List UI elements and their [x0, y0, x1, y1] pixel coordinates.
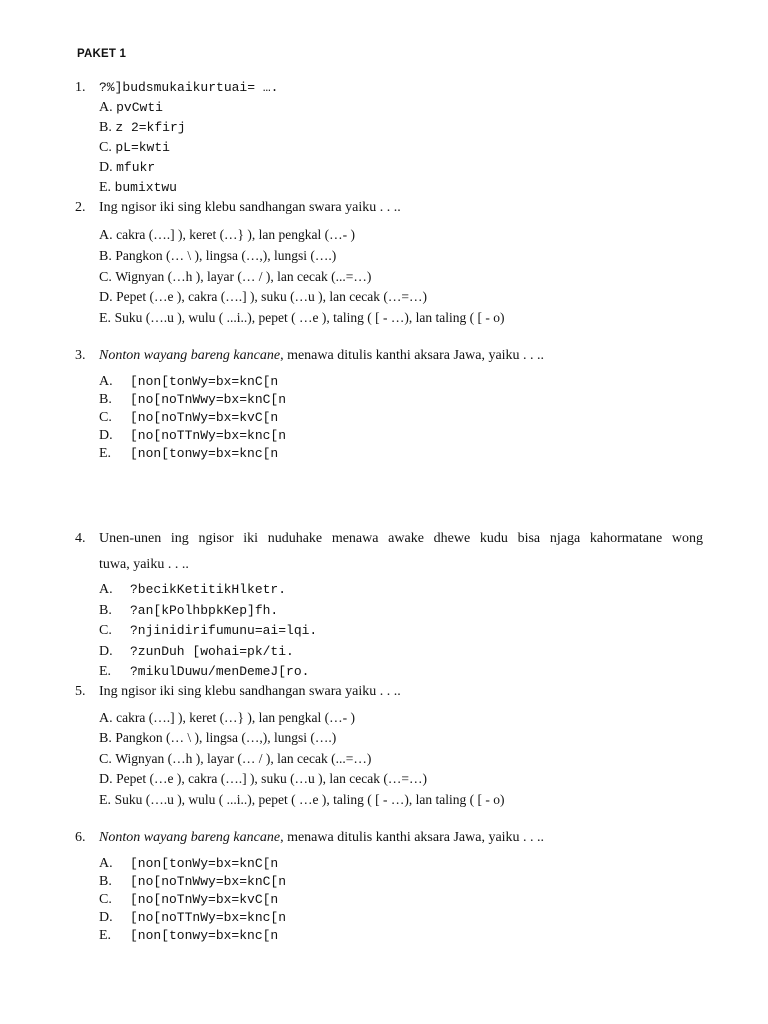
- q4-option-c: [99, 622, 317, 640]
- q1-option-d: [99, 159, 155, 177]
- option-letter: E.: [99, 446, 112, 461]
- question-2-number: 2.: [75, 200, 86, 215]
- option-letter: A.: [99, 374, 113, 389]
- option-text: z 2=kfirj: [115, 120, 186, 135]
- question-6-rest: , menawa ditulis kanthi aksara Jawa, yaiku . . ..: [280, 830, 545, 845]
- q2-option-d: [99, 288, 427, 307]
- option-text: Pepet (…e ), cakra (….] ), suku (…u ), lan cecak (…=…): [116, 289, 427, 304]
- option-text: ?mikulDuwu/menDemeJ[ro.: [130, 664, 310, 679]
- option-text: Pepet (…e ), cakra (….] ), suku (…u ), lan cecak (…=…): [116, 771, 427, 786]
- question-1-text: ?%]budsmukaikurtuai= ….: [99, 80, 279, 95]
- q3-option-c: [99, 409, 278, 427]
- option-text: ?becikKetitikHlketr.: [130, 582, 287, 597]
- option-text: [non[tonwy=bx=knc[n: [130, 446, 279, 461]
- option-text: [non[tonwy=bx=knc[n: [130, 928, 279, 943]
- option-letter: D.: [99, 290, 113, 305]
- q4-option-e: [99, 663, 309, 681]
- q6-option-c: [99, 891, 278, 909]
- option-letter: C.: [99, 623, 112, 638]
- option-text: ?njinidirifumunu=ai=lqi.: [130, 623, 318, 638]
- option-letter: E.: [99, 664, 112, 679]
- option-text: Suku (….u ), wulu ( ...i..), pepet ( …e ), taling ( [ - …), lan taling ( [ - o): [114, 792, 505, 807]
- question-3-number: 3.: [75, 348, 86, 363]
- option-text: Wignyan (…h ), layar (… / ), lan cecak (...=…): [115, 751, 372, 766]
- option-letter: C.: [99, 270, 112, 285]
- question-3-rest: , menawa ditulis kanthi aksara Jawa, yaiku . . ..: [280, 348, 545, 363]
- question-3-text: [99, 347, 544, 365]
- option-letter: A.: [99, 582, 113, 597]
- q1-option-e: [99, 179, 177, 197]
- option-letter: E.: [99, 928, 112, 943]
- q3-option-e: [99, 445, 278, 463]
- option-letter: C.: [99, 410, 112, 425]
- option-letter: C.: [99, 892, 112, 907]
- option-text: Suku (….u ), wulu ( ...i..), pepet ( …e ), taling ( [ - …), lan taling ( [ - o): [114, 310, 505, 325]
- option-letter: B.: [99, 603, 112, 618]
- option-text: [non[tonWy=bx=knC[n: [130, 856, 279, 871]
- option-letter: D.: [99, 428, 113, 443]
- option-text: [no[noTnWy=bx=kvC[n: [130, 892, 279, 907]
- option-text: Pangkon (… \ ), lingsa (…,), lungsi (….): [115, 248, 337, 263]
- option-text: [non[tonWy=bx=knC[n: [130, 374, 279, 389]
- q2-option-b: [99, 247, 336, 266]
- q3-option-d: [99, 427, 286, 445]
- option-text: ?zunDuh [wohai=pk/ti.: [130, 644, 294, 659]
- option-letter: C.: [99, 140, 112, 155]
- option-text: [no[noTnWy=bx=kvC[n: [130, 410, 279, 425]
- q5-option-c: [99, 750, 371, 769]
- option-letter: A.: [99, 228, 113, 243]
- q5-option-d: [99, 770, 427, 789]
- option-text: bumixtwu: [114, 180, 177, 195]
- option-letter: D.: [99, 160, 113, 175]
- q6-option-a: [99, 855, 278, 873]
- option-text: mfukr: [116, 160, 156, 175]
- question-6-italic: Nonton wayang bareng kancane: [99, 830, 281, 845]
- option-letter: D.: [99, 772, 113, 787]
- q3-option-a: [99, 373, 278, 391]
- option-letter: A.: [99, 100, 113, 115]
- option-text: cakra (….] ), keret (…} ), lan pengkal (…- ): [116, 227, 355, 242]
- option-text: pL=kwti: [115, 140, 170, 155]
- option-letter: D.: [99, 910, 113, 925]
- q1-option-a: [99, 99, 163, 117]
- option-letter: E.: [99, 180, 112, 195]
- question-3-italic: Nonton wayang bareng kancane: [99, 348, 281, 363]
- q3-option-b: [99, 391, 286, 409]
- q5-option-e: [99, 791, 504, 810]
- option-text: [no[noTnWwy=bx=knC[n: [130, 874, 287, 889]
- option-text: [no[noTnWwy=bx=knC[n: [130, 392, 287, 407]
- q2-option-c: [99, 268, 371, 287]
- question-6-text: [99, 829, 544, 847]
- option-letter: E.: [99, 793, 112, 808]
- option-letter: E.: [99, 311, 112, 326]
- q6-option-e: [99, 927, 278, 945]
- q6-option-b: [99, 873, 286, 891]
- option-text: Pangkon (… \ ), lingsa (…,), lungsi (….): [115, 730, 337, 745]
- question-5-number: 5.: [75, 684, 86, 699]
- option-letter: A.: [99, 856, 113, 871]
- option-text: Wignyan (…h ), layar (… / ), lan cecak (...=…): [115, 269, 372, 284]
- option-letter: D.: [99, 644, 113, 659]
- question-2-text: Ing ngisor iki sing klebu sandhangan swara yaiku . . ..: [99, 200, 401, 215]
- option-letter: C.: [99, 752, 112, 767]
- option-text: ?an[kPolhbpkKep]fh.: [130, 603, 279, 618]
- question-4-number: 4.: [75, 531, 86, 546]
- q5-option-a: [99, 709, 355, 728]
- q2-option-e: [99, 309, 504, 328]
- option-text: [no[noTTnWy=bx=knc[n: [130, 428, 287, 443]
- q5-option-b: [99, 729, 336, 748]
- option-letter: B.: [99, 392, 112, 407]
- question-4-line-2: tuwa, yaiku . . ..: [99, 557, 189, 572]
- q2-option-a: [99, 226, 355, 245]
- q4-option-d: [99, 643, 294, 661]
- option-text: pvCwti: [116, 100, 163, 115]
- q6-option-d: [99, 909, 286, 927]
- q1-option-c: [99, 139, 170, 157]
- option-text: [no[noTTnWy=bx=knc[n: [130, 910, 287, 925]
- option-letter: B.: [99, 249, 112, 264]
- question-4-line-1: Unen-unen ing ngisor iki nuduhake menawa awake dhewe kudu bisa njaga kahormatane wong: [99, 531, 703, 546]
- option-letter: B.: [99, 120, 112, 135]
- q4-option-a: [99, 581, 286, 599]
- option-letter: A.: [99, 711, 113, 726]
- option-letter: B.: [99, 731, 112, 746]
- q1-option-b: [99, 119, 186, 137]
- question-1-number: 1.: [75, 80, 86, 95]
- paket-heading: PAKET 1: [77, 48, 127, 60]
- question-6-number: 6.: [75, 830, 86, 845]
- q4-option-b: [99, 602, 278, 620]
- option-text: cakra (….] ), keret (…} ), lan pengkal (…- ): [116, 710, 355, 725]
- question-5-text: Ing ngisor iki sing klebu sandhangan swara yaiku . . ..: [99, 684, 401, 699]
- option-letter: B.: [99, 874, 112, 889]
